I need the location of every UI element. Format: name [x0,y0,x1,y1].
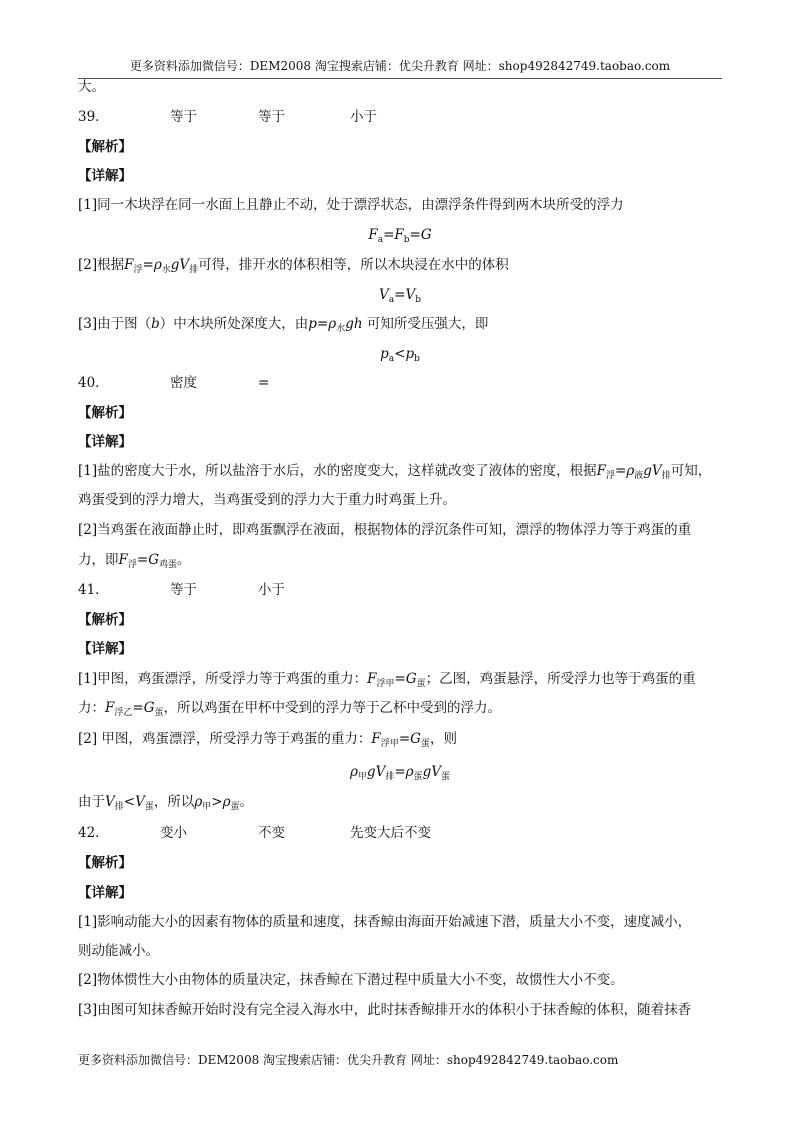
question-number: 41． [78,582,109,598]
paragraph: 力，即$F_浮=G_{鸡蛋}$。 [78,552,191,570]
formula: $p_a<p_b$ [380,346,420,364]
text: 乙图，鸡蛋悬浮，所受浮力也等于鸡蛋的重 [439,671,696,687]
analysis-heading: 【解析】 [78,612,132,628]
answer-2: = [258,375,270,391]
formula: $\rho_甲gV_排=\rho_蛋gV_蛋$ [349,764,451,782]
answer-2: 等于 [258,109,285,125]
detail-heading: 【详解】 [78,434,132,450]
paragraph: [3]由图可知抹香鲸开始时没有完全浸入海水中，此时抹香鲸排开水的体积小于抹香鲸的体积，随着抹香 [78,1002,692,1018]
question-39-answers [78,108,377,126]
paragraph: [1]同一木块浮在同一水面上且静止不动，处于漂浮状态，由漂浮条件得到两木块所受的浮力 [78,197,624,213]
answer-1: 密度 [170,375,197,391]
text: 由于 [78,794,105,810]
text: [2] 甲图，鸡蛋漂浮，所受浮力等于鸡蛋的重力： [78,731,372,747]
question-number: 42． [78,825,109,841]
answer-1: 变小 [160,825,187,841]
text: 所以 [167,794,195,810]
detail-heading: 【详解】 [78,885,132,901]
paragraph: [1]盐的密度大于水，所以盐溶于水后，水的密度变大，这样就改变了液体的密度，根据$F_浮=\rho_液gV_排$可知， [78,463,712,481]
text: [1]盐的密度大于水，所以盐溶于水后，水的密度变大，这样就改变了液体的密度，根据 [78,463,597,479]
text: [3]由于图（ [78,316,152,332]
text: [1]甲图，鸡蛋漂浮，所受浮力等于鸡蛋的重力： [78,671,368,687]
analysis-heading: 【解析】 [78,139,132,155]
answer-1: 等于 [170,109,197,125]
text: 可得，排开水的体积相等，所以木块浸在水中的体积 [198,257,509,273]
paragraph: [1]甲图，鸡蛋漂浮，所受浮力等于鸡蛋的重力：$F_{浮甲}=G_蛋$；乙图，鸡蛋悬浮，所受浮力也等于鸡蛋的重 [78,671,696,689]
page-header: 更多资料添加微信号：DEM2008 淘宝搜索店铺：优尖升教育 网址：shop492842749.taobao.com [78,58,722,79]
paragraph: 鸡蛋受到的浮力增大，当鸡蛋受到的浮力大于重力时鸡蛋上升。 [78,492,456,508]
paragraph: [3]由于图（b）中木块所处深度大，由$p=\rho_水gh$ 可知所受压强大，即 [78,316,489,334]
question-42-answers [78,824,431,842]
text: 力： [78,700,105,716]
answer-2: 不变 [258,825,285,841]
answer-2: 小于 [258,582,285,598]
answer-3: 先变大后不变 [350,825,431,841]
question-41-answers [78,581,285,599]
formula: $F_a=F_b=G$ [368,227,432,245]
analysis-heading: 【解析】 [78,405,132,421]
text-line: 大。 [78,79,105,95]
analysis-heading: 【解析】 [78,855,132,871]
text: 可知所受压强大，即 [366,316,489,332]
text: 则 [443,731,457,747]
paragraph: [2] 甲图，鸡蛋漂浮，所受浮力等于鸡蛋的重力：$F_{浮甲}=G_蛋$，则 [78,731,457,749]
text: 可知， [670,463,712,479]
page-footer: 更多资料添加微信号：DEM2008 淘宝搜索店铺：优尖升教育 网址：shop492842749.taobao.com [78,1053,619,1067]
formula: $V_a=V_b$ [379,287,421,305]
paragraph: [2]物体惯性大小由物体的质量决定，抹香鲸在下潜过程中质量大小不变，故惯性大小不变。 [78,972,624,988]
answer-1: 等于 [170,582,197,598]
question-number: 40． [78,375,109,391]
question-number: 39． [78,109,109,125]
answer-3: 小于 [350,109,377,125]
paragraph: 由于$V_排<V_蛋$，所以$\rho_甲>\rho_蛋$。 [78,794,254,812]
text: 所以鸡蛋在甲杯中受到的浮力等于乙杯中受到的浮力。 [177,700,502,716]
detail-heading: 【详解】 [78,641,132,657]
paragraph: [2]根据$F_浮=\rho_水gV_排$可得，排开水的体积相等，所以木块浸在水中的体积 [78,257,509,275]
paragraph: 则动能减小。 [78,943,159,959]
question-40-answers [78,374,269,392]
text: [2]根据 [78,257,125,273]
paragraph: 力：$F_{浮乙}=G_蛋$，所以鸡蛋在甲杯中受到的浮力等于乙杯中受到的浮力。 [78,700,502,718]
text: ）中木块所处深度大，由 [159,316,309,332]
paragraph: [1]影响动能大小的因素有物体的质量和速度，抹香鲸由海面开始减速下潜，质量大小不变，速度减小， [78,914,692,930]
paragraph: [2]当鸡蛋在液面静止时，即鸡蛋飘浮在液面，根据物体的浮沉条件可知，漂浮的物体浮力等于鸡蛋的重 [78,522,692,538]
text: 力，即 [78,552,119,568]
detail-heading: 【详解】 [78,168,132,184]
